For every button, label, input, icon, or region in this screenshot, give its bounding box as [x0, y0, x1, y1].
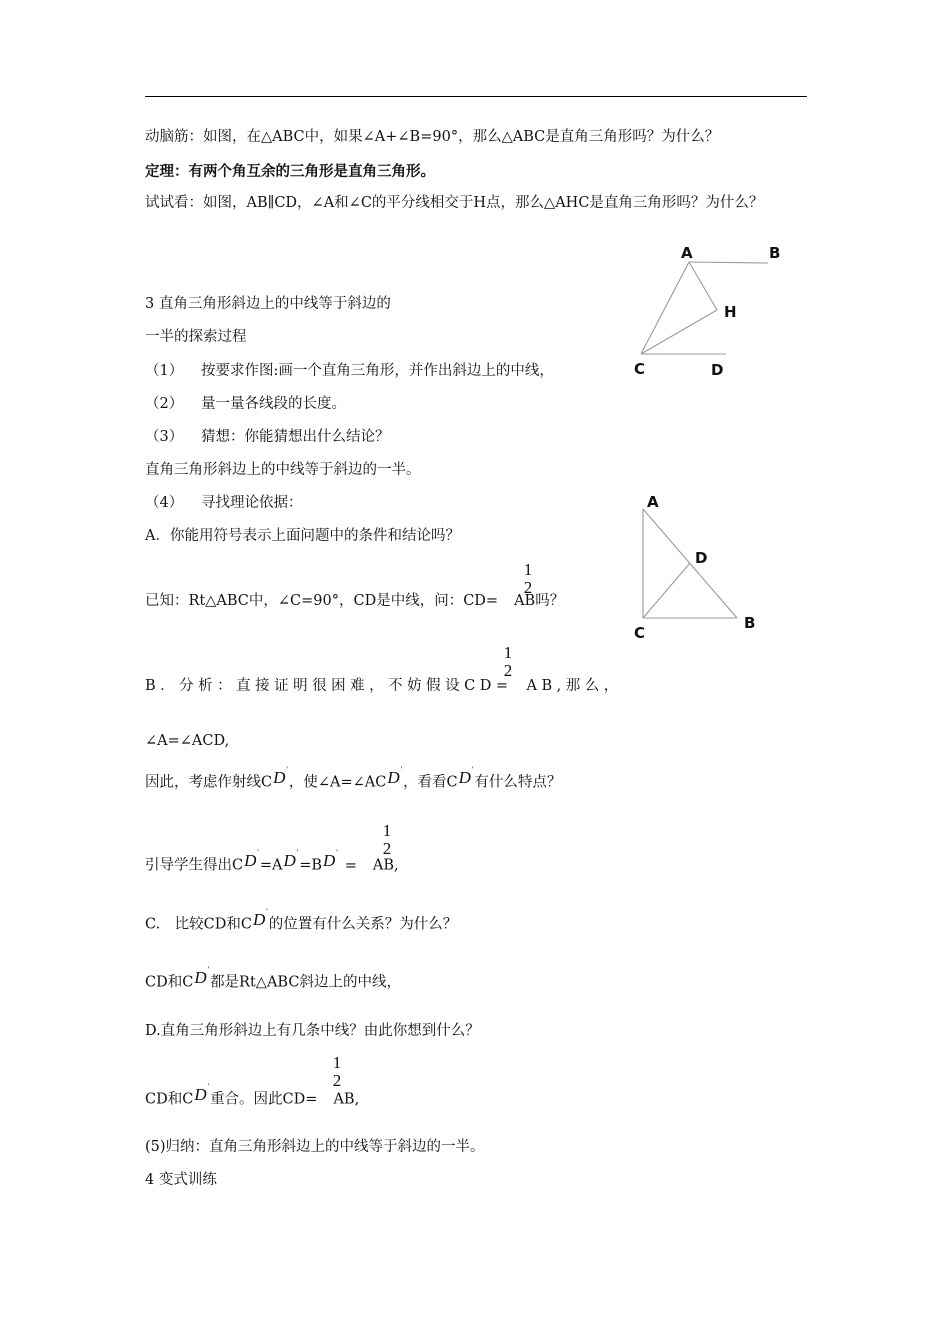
d-letter: D — [273, 767, 286, 787]
part-d: D.直角三角形斜边上有几条中线？由此你想到什么？ — [145, 1023, 480, 1039]
part-b-tail: AB,那么， — [526, 678, 623, 694]
segment-cd2 — [643, 563, 690, 618]
label-c2: C — [634, 624, 646, 642]
segment-ah — [689, 262, 717, 310]
d-letter: D — [194, 967, 207, 987]
step-4-text: 寻找理论依据： — [201, 495, 303, 511]
summary: (5)归纳：直角三角形斜边上的中线等于斜边的一半。 — [145, 1139, 485, 1155]
section-3-title-cont: 一半的探索过程 — [145, 329, 247, 345]
fraction-numerator: 1 — [332, 1053, 342, 1072]
part-b-text: B．分析：直接证明很困难，不妨假设CD= — [145, 678, 513, 694]
try-question: 试试看：如图，AB∥CD，∠A和∠C的平分线相交于H点，那么△AHC是直角三角形吗？为什么？ — [145, 195, 764, 211]
think-question: 动脑筋：如图，在△ABC中，如果∠A+∠B=90°，那么△ABC是直角三角形吗？为什么？ — [145, 129, 720, 145]
d-letter: D — [253, 909, 266, 929]
part-a: A．你能用符号表示上面问题中的条件和结论吗？ — [145, 528, 460, 544]
step-3-num: （3） — [145, 429, 184, 445]
coincide-text-2: 重合。因此CD= — [210, 1091, 318, 1108]
step-2-text: 量一量各线段的长度。 — [201, 396, 346, 412]
prime-mark: ' — [286, 765, 288, 774]
therefore-text-4: 有什么特点？ — [474, 774, 562, 791]
known-tail: AB吗？ — [514, 593, 565, 609]
therefore-text-2: ，使∠A=∠AC — [288, 774, 387, 791]
label-b: B — [769, 244, 781, 262]
theorem: 定理：有两个角互余的三角形是直角三角形。 — [145, 164, 435, 180]
segment-ab — [689, 262, 768, 263]
fraction-denominator: 2 — [332, 1071, 342, 1090]
prime-mark: ' — [471, 765, 474, 774]
d-letter: D — [458, 767, 471, 787]
label-d2: D — [695, 549, 708, 567]
part-c-text-2: 的位置有什么关系？为什么？ — [268, 916, 458, 933]
fraction-denominator: 2 — [382, 839, 392, 858]
prime-mark: ' — [296, 848, 299, 857]
label-d: D — [711, 361, 724, 379]
step-2-num: （2） — [145, 396, 184, 412]
figure-right-triangle — [643, 509, 737, 618]
d-letter: D — [194, 1084, 207, 1104]
d-letter: D — [283, 850, 296, 870]
section-4-title: 4 变式训练 — [145, 1172, 217, 1188]
label-a2: A — [647, 493, 659, 511]
part-c-text-1: C. 比较CD和C — [145, 916, 253, 933]
d-letter: D — [387, 767, 400, 787]
fraction-numerator: 1 — [503, 643, 513, 662]
guide-text-1: 引导学生得出C — [145, 857, 244, 874]
label-c: C — [634, 360, 646, 378]
guide-text-4: = — [344, 857, 357, 874]
guide-text-5: AB, — [372, 857, 399, 874]
step-1-text: 按要求作图:画一个直角三角形，并作出斜边上的中线， — [201, 363, 554, 379]
prime-mark: ' — [207, 965, 210, 974]
fraction-numerator: 1 — [382, 821, 392, 840]
prime-mark: ' — [336, 848, 338, 857]
label-b2: B — [744, 614, 756, 632]
conjecture: 直角三角形斜边上的中线等于斜边的一半。 — [145, 462, 421, 478]
median-text-1: CD和C — [145, 974, 194, 991]
prime-mark: ' — [257, 848, 259, 857]
fraction-denominator: 2 — [523, 578, 533, 597]
step-3-text: 猜想：你能猜想出什么结论？ — [201, 429, 390, 445]
guide-text-3: =B — [299, 857, 323, 874]
therefore-text-3: ，看看C — [403, 774, 458, 791]
step-1-num: （1） — [145, 363, 184, 379]
therefore-text-1: 因此，考虑作射线C — [145, 774, 273, 791]
d-letter: D — [323, 850, 336, 870]
coincide-text-1: CD和C — [145, 1091, 194, 1108]
fraction-denominator: 2 — [503, 661, 513, 680]
prime-mark: ' — [266, 907, 268, 916]
label-h: H — [724, 303, 737, 321]
d-letter: D — [244, 850, 257, 870]
known-text: 已知：Rt△ABC中，∠C=90°，CD是中线，问：CD= — [145, 593, 499, 609]
guide-text-2: =A — [259, 857, 283, 874]
median-text-2: 都是Rt△ABC斜边上的中线， — [210, 974, 401, 991]
section-3-title: 3 直角三角形斜边上的中线等于斜边的 — [145, 296, 391, 312]
label-a: A — [681, 244, 693, 262]
angle-equation: ∠A=∠ACD, — [145, 733, 230, 749]
step-4-num: （4） — [145, 495, 184, 511]
fraction-numerator: 1 — [523, 560, 533, 579]
coincide-text-3: AB, — [333, 1091, 360, 1108]
prime-mark: ' — [400, 765, 403, 774]
prime-mark: ' — [207, 1082, 210, 1091]
